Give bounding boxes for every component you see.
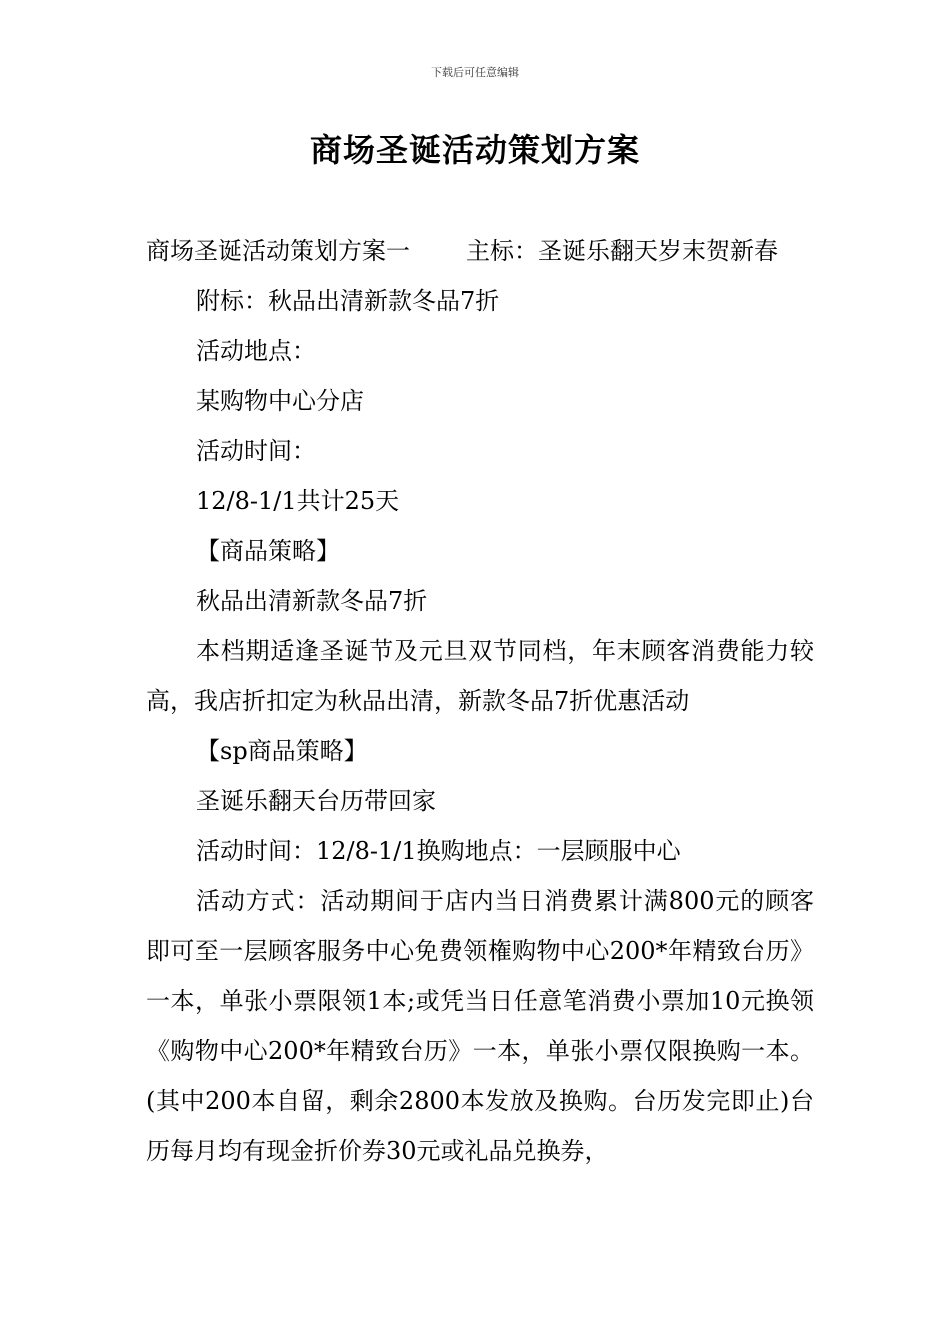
paragraph-sub-slogan: 附标：秋品出清新款冬品7折 xyxy=(196,287,500,315)
paragraph-promo-method: 活动方式：活动期间于店内当日消费累计满800元的顾客即可至一层顾客服务中心免费领権购物中心200*年精致台历》一本，单张小票限领1本;或凭当日任意笔消费小票加10元换领《购物中心200*年精致台历》一本，单张小票仅限换购一本。(其中200本自留，剩余2800本发放及换购。台历发完即止)台历每月均有现金折价券30元或礼品兑换券， xyxy=(146,887,814,1165)
paragraph-time: 12/8-1/1共计25天 xyxy=(196,487,400,515)
document-body xyxy=(146,226,814,1176)
main-slogan-text: 主标：圣诞乐翻天岁末贺新春 xyxy=(466,237,778,265)
document-title: 商场圣诞活动策划方案 xyxy=(309,131,640,169)
paragraph-goods-strategy-heading: 【商品策略】 xyxy=(196,537,340,565)
paragraph-time-label: 活动时间： xyxy=(196,437,316,465)
paragraph-location: 某购物中心分店 xyxy=(196,387,364,415)
paragraph-sp-strategy-heading: 【sp商品策略】 xyxy=(196,737,368,765)
paragraph-goods-strategy: 秋品出清新款冬品7折 xyxy=(196,587,428,615)
paragraph-promo-time-place: 活动时间：12/8-1/1换购地点：一层顾服中心 xyxy=(196,837,681,865)
header-note: 下载后可任意编辑 xyxy=(431,66,519,79)
paragraph-intro xyxy=(146,226,814,276)
plan-heading-text: 商场圣诞活动策划方案一 xyxy=(146,237,410,265)
paragraph-calendar-promo: 圣诞乐翻天台历带回家 xyxy=(196,787,436,815)
paragraph-location-label: 活动地点： xyxy=(196,337,316,365)
paragraph-goods-strategy-detail: 本档期适逢圣诞节及元旦双节同档，年末顾客消费能力较高，我店折扣定为秋品出清，新款冬品7折优惠活动 xyxy=(146,637,814,715)
